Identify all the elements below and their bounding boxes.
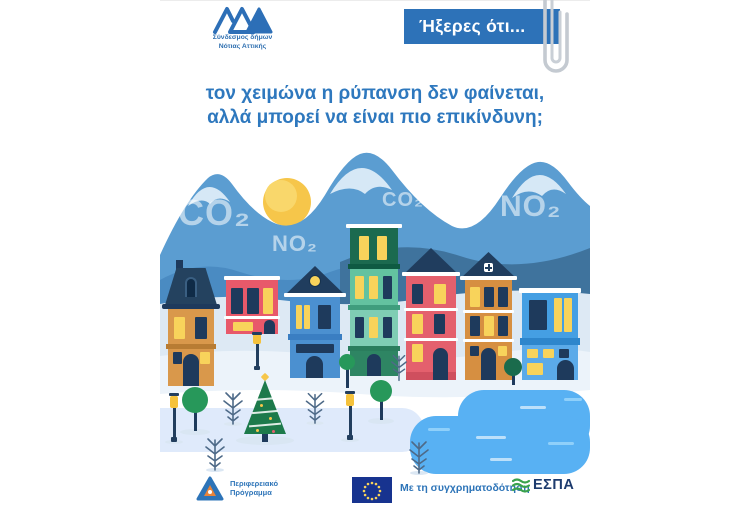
lamp-base [254,366,260,370]
window [296,305,302,329]
pond-wave [428,428,450,431]
house-orange-left [168,268,214,386]
window [200,352,210,364]
round-tree [339,354,355,390]
headline-line1: τον χειμώνα η ρύπανση δεν φαίνεται, [205,83,545,104]
espa-label: ΕΣΠΑ [533,477,575,493]
door [306,356,323,378]
window [377,236,387,260]
window [498,316,508,336]
window [484,316,494,336]
window [543,349,554,358]
dormer-window [185,277,197,297]
window [304,305,310,329]
window [263,288,273,314]
window [355,317,364,338]
lamp-base [347,435,353,440]
bare-tree [388,350,410,382]
headline-line2: αλλά μπορεί να είναι πιο επικίνδυνη; [207,107,543,128]
espa-waves-icon [512,477,530,493]
ornament [272,430,275,433]
floor-band [520,338,580,345]
floor-top [350,228,398,264]
pond-wave [476,436,506,439]
porthole-window [309,275,321,287]
window [412,284,423,304]
window [383,276,392,299]
program-label-line1: Περιφερειακό [230,479,279,488]
window [527,349,538,358]
eu-flag-icon [352,477,392,503]
pond-wave [490,458,512,461]
espa-logo [512,477,574,493]
winter-town-scene [160,140,590,475]
pond-wave [564,398,582,401]
window [498,346,507,356]
window [369,317,378,338]
org-name-line1: Σύνδεσμος δήμων [212,34,273,41]
window [564,298,572,332]
ornament [269,417,272,420]
gas-label-co2-mid: CO₂ [382,189,424,211]
house-pink [406,248,456,380]
house-blue-right [522,288,578,380]
footer-regional-program [196,476,278,502]
lamp-cap [169,393,179,396]
pond-wave [520,406,546,409]
pond-wave [548,442,574,445]
ornament [260,404,263,407]
window [498,287,508,307]
window [296,344,334,353]
window [173,352,182,364]
window [484,287,494,307]
sdna-logo-icon [212,4,274,34]
window [554,298,562,332]
door [264,320,275,334]
bare-tree [220,386,246,426]
window [231,288,243,314]
regional-program-logo-icon [196,476,224,502]
lamp-head [170,396,178,408]
window [527,363,543,375]
window [355,276,364,299]
pond-lower [410,416,590,474]
bare-tree [302,387,328,425]
window [383,317,392,338]
poster-top-edge [160,0,590,1]
paperclip-icon [534,0,574,88]
program-label-line2: Πρόγραμμα [230,488,272,497]
window [434,284,446,304]
door [557,360,574,380]
ornament [256,429,259,432]
door [481,348,496,380]
window [247,288,259,314]
floor-band [463,339,514,342]
window [412,314,423,334]
window [470,346,479,356]
org-name-line2: Νότιας Αττικής [218,42,267,50]
plus-bar [485,267,492,269]
window [318,305,331,329]
window [434,314,445,334]
window [470,316,480,336]
lamp-cap [345,391,355,394]
window [529,300,547,330]
window [559,349,569,358]
bare-tree [202,432,228,472]
street-lamp [344,391,356,441]
cofinance-text: Με τη συγχρηματοδότηση [400,482,530,494]
door [433,348,448,380]
lamp-base [171,437,177,442]
gas-label-no2-right: NO₂ [500,190,562,223]
lamp-post [349,406,352,436]
headline [160,82,590,130]
banner-did-you-know: Ήξερες ότι... [404,9,560,44]
lamp-head [253,334,261,344]
roof [404,248,458,274]
christmas-tree [244,374,286,446]
floor-band [404,338,458,341]
round-tree [182,387,208,435]
gas-label-co2-left: CO₂ [178,192,251,233]
base-band [406,372,456,380]
house-red-back [226,276,278,334]
lamp-post [256,344,259,366]
lamp-cap [252,332,262,335]
house-blue-mid [290,266,340,378]
window [470,287,480,307]
window [233,322,253,331]
street-lamp [168,393,180,443]
window [412,344,423,362]
door [183,354,199,386]
window [359,236,369,260]
bare-tree [406,434,432,476]
gas-label-no2-left: NO₂ [272,231,318,256]
floor-band [224,316,280,319]
lamp-post [173,408,176,438]
floor-band [288,334,342,340]
round-tree-dark [504,358,522,386]
org-logo-block [185,4,300,51]
window [369,276,378,299]
window [195,317,207,339]
door [367,354,381,376]
floor-band [166,344,216,349]
lamp-head [346,394,354,406]
round-tree [370,380,392,424]
window [174,317,185,339]
floor-band [463,310,514,313]
street-lamp [252,332,262,370]
floor-band [404,308,458,311]
